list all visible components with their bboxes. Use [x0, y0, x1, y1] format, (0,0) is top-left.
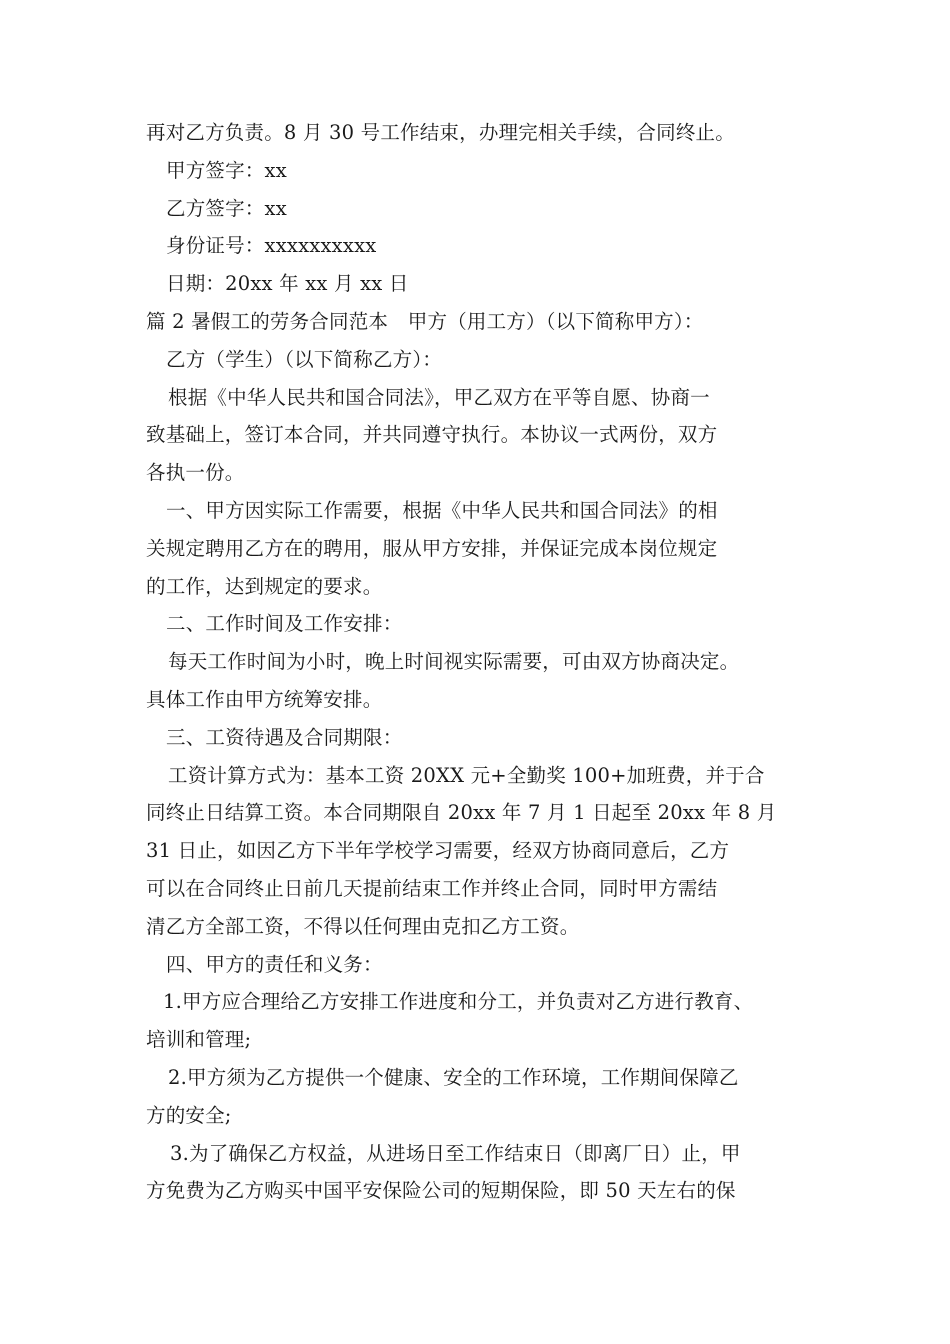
text-line: 关规定聘用乙方在的聘用，服从甲方安排，并保证完成本岗位规定 — [146, 536, 718, 560]
text-line: 再对乙方负责。8 月 30 号工作结束，办理完相关手续，合同终止。 — [146, 121, 735, 144]
section-heading: 篇 2 暑假工的劳务合同范本 甲方（用工方）（以下简称甲方）： — [146, 309, 704, 333]
party-a-signature: 甲方签字：xx — [166, 158, 287, 182]
text-line: 工资计算方式为：基本工资 20XX 元+全勤奖 100+加班费，并于合 — [168, 763, 765, 787]
text-line: 3.为了确保乙方权益，从进场日至工作结束日（即离厂日）止，甲 — [170, 1141, 741, 1165]
text-line: 每天工作时间为小时，晚上时间视实际需要，可由双方协商决定。 — [168, 650, 740, 674]
text-line: 方免费为乙方购买中国平安保险公司的短期保险，即 50 天左右的保 — [146, 1179, 736, 1203]
date-line: 日期：20xx 年 xx 月 xx 日 — [166, 272, 409, 296]
text-line: 2.甲方须为乙方提供一个健康、安全的工作环境，工作期间保障乙 — [168, 1065, 739, 1089]
party-b-signature: 乙方签字：xx — [166, 196, 287, 220]
text-line: 具体工作由甲方统筹安排。 — [146, 687, 383, 711]
text-line: 31 日止，如因乙方下半年学校学习需要，经双方协商同意后，乙方 — [146, 839, 730, 863]
text-line: 的工作，达到规定的要求。 — [146, 574, 383, 598]
clause-heading: 三、工资待遇及合同期限： — [166, 725, 403, 749]
clause-heading: 二、工作时间及工作安排： — [166, 612, 403, 636]
text-line: 培训和管理; — [146, 1028, 252, 1052]
text-line: 方的安全; — [146, 1103, 232, 1127]
clause-heading: 四、甲方的责任和义务： — [166, 952, 383, 976]
id-number: 身份证号：xxxxxxxxxx — [166, 234, 377, 258]
text-line: 1.甲方应合理给乙方安排工作进度和分工，并负责对乙方进行教育、 — [163, 990, 754, 1014]
clause-heading: 一、甲方因实际工作需要，根据《中华人民共和国合同法》的相 — [166, 498, 718, 522]
text-line: 可以在合同终止日前几天提前结束工作并终止合同，同时甲方需结 — [146, 876, 718, 900]
text-line: 致基础上，签订本合同，并共同遵守执行。本协议一式两份，双方 — [146, 423, 718, 447]
text-line: 清乙方全部工资，不得以任何理由克扣乙方工资。 — [146, 914, 580, 938]
text-line: 根据《中华人民共和国合同法》，甲乙双方在平等自愿、协商一 — [168, 385, 710, 409]
text-line: 乙方（学生）（以下简称乙方）： — [166, 347, 443, 371]
text-line: 同终止日结算工资。本合同期限自 20xx 年 7 月 1 日起至 20xx 年 8 月 — [146, 801, 777, 825]
text-line: 各执一份。 — [146, 461, 245, 485]
document-page — [146, 114, 816, 1210]
